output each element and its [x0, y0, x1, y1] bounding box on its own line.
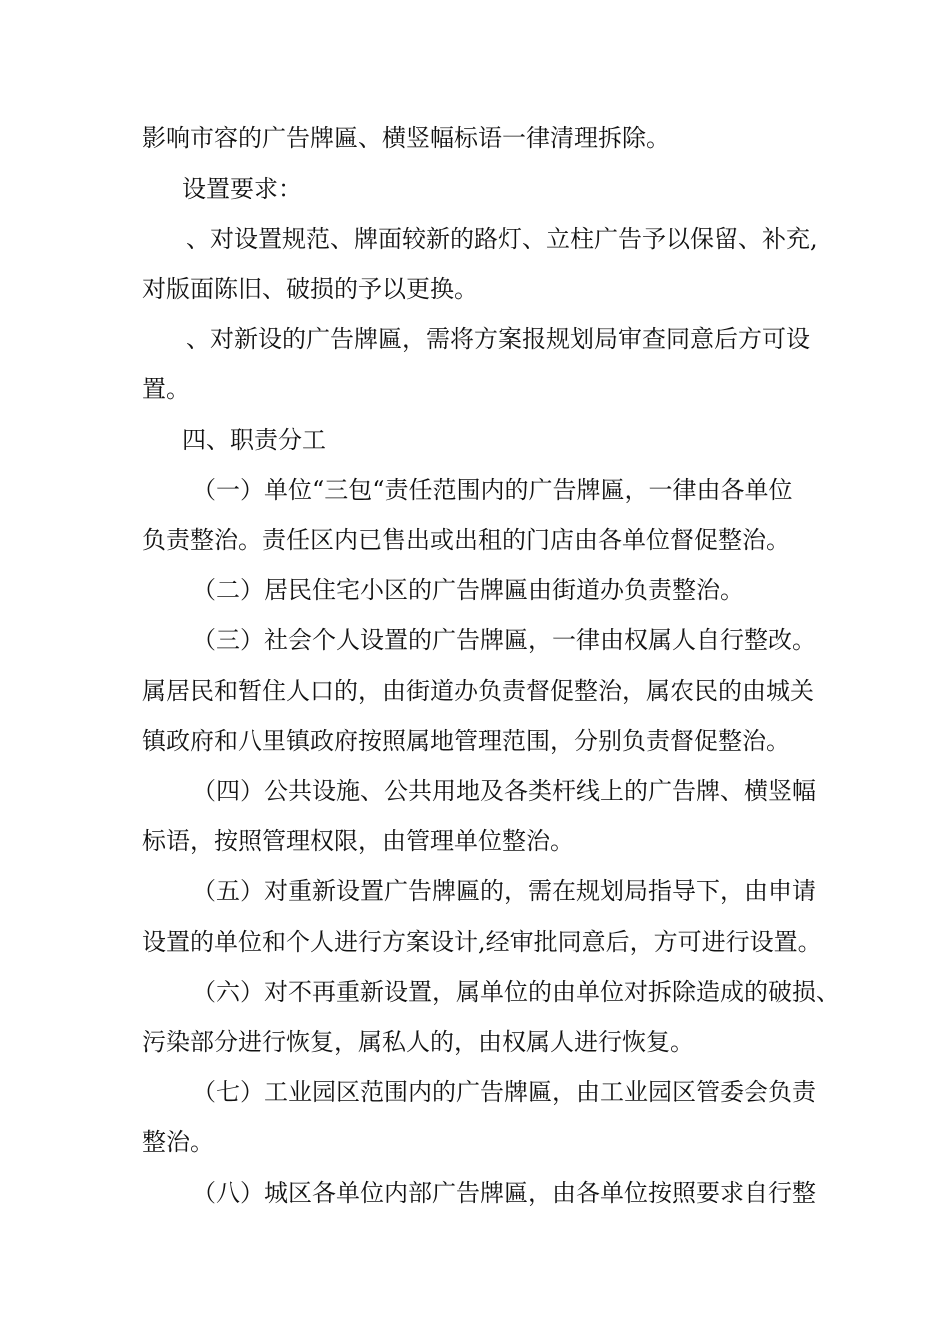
text-line: （四）公共设施、公共用地及各类杆线上的广告牌、横竖幅: [192, 777, 816, 805]
text-line: 整治。: [142, 1128, 214, 1156]
text-line: 对版面陈旧、破损的予以更换。: [142, 275, 478, 303]
text-line: （一）单位“三包“责任范围内的广告牌匾，一律由各单位: [192, 476, 793, 504]
text-line: 设置的单位和个人进行方案设计,经审批同意后，方可进行设置。: [142, 928, 822, 956]
text-line: 属居民和暂住人口的，由街道办负责督促整治，属农民的由城关: [142, 677, 814, 705]
text-line: 标语，按照管理权限，由管理单位整治。: [142, 827, 574, 855]
section-heading: 设置要求：: [182, 175, 302, 203]
text-line: （七）工业园区范围内的广告牌匾，由工业园区管委会负责: [192, 1078, 816, 1106]
text-line: 镇政府和八里镇政府按照属地管理范围，分别负责督促整治。: [142, 727, 790, 755]
text-line: 、对设置规范、牌面较新的路灯、立柱广告予以保留、补充,: [186, 225, 818, 253]
text-line: 影响市容的广告牌匾、横竖幅标语一律清理拆除。: [142, 124, 670, 152]
text-line: （五）对重新设置广告牌匾的，需在规划局指导下，由申请: [192, 877, 816, 905]
text-line: （二）居民住宅小区的广告牌匾由街道办负责整治。: [192, 576, 744, 604]
section-heading: 四、职责分工: [182, 426, 326, 454]
text-line: 、对新设的广告牌匾，需将方案报规划局审查同意后方可设: [186, 325, 810, 353]
text-line: （三）社会个人设置的广告牌匾，一律由权属人自行整改。: [192, 626, 816, 654]
text-line: 置。: [142, 375, 190, 403]
text-line: （六）对不再重新设置，属单位的由单位对拆除造成的破损、: [192, 978, 840, 1006]
text-line: 负责整治。责任区内已售出或出租的门店由各单位督促整治。: [142, 526, 790, 554]
text-line: （八）城区各单位内部广告牌匾，由各单位按照要求自行整: [192, 1179, 816, 1207]
text-line: 污染部分进行恢复，属私人的，由权属人进行恢复。: [142, 1028, 694, 1056]
